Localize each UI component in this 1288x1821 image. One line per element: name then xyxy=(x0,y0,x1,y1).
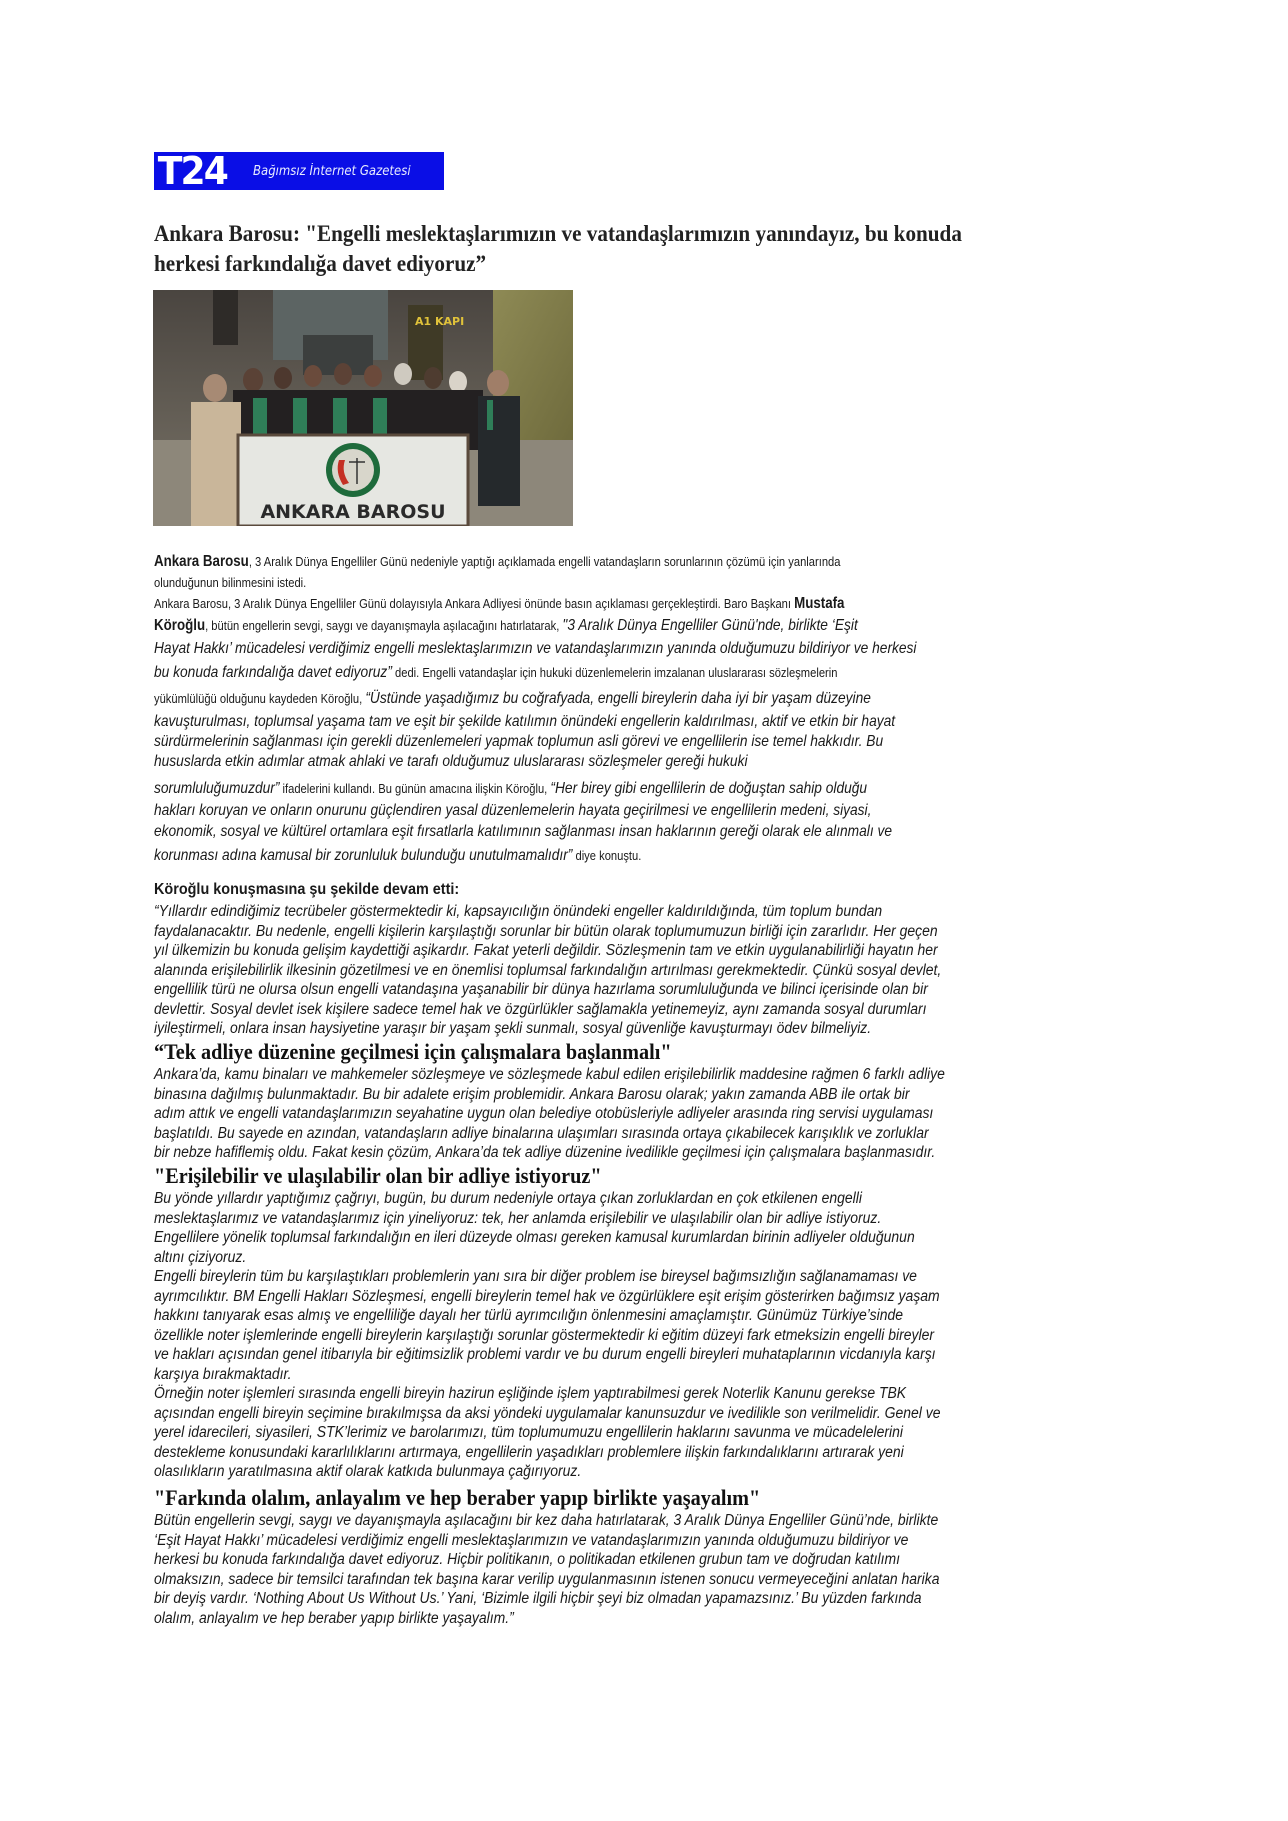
quote-line: alanında erişilebilirlik ilkesinin gözetilmesi ve en önemlisi toplumsal farkındalığın artırılması gerekmektedir. Çünkü sosyal devlet, xyxy=(154,961,942,979)
p2-line9c: “Her birey gibi engellilerin de doğuştan sahip olduğu xyxy=(550,780,868,797)
section-line: Örneğin noter işlemleri sırasında engelli bireyin hazirun eşliğinde işlem yaptırabilmesi gerek Noterlik Kanunu gerekse TBK xyxy=(154,1385,907,1402)
t24-logo[interactable] xyxy=(154,149,444,193)
p2-line2a: , bütün engellerin sevgi, saygı ve dayanışmayla aşılacağını hatırlatarak, xyxy=(205,618,563,633)
section-accessible-courthouse xyxy=(154,1163,1144,1189)
section-line: Bütün engellerin sevgi, saygı ve dayanışmayla aşılacağını bir kez daha hatırlatarak, 3 Aralık Dünya Engelliler Günü’nde, birlikte xyxy=(154,1512,939,1529)
section-heading: "Farkında olalım, anlayalım ve hep beraber yapıp birlikte yaşayalım" xyxy=(154,1485,761,1510)
quote-line: “Yıllardır edindiğimiz tecrübeler göstermektedir ki, kapsayıcılığın önündeki engeller kaldırıldığında, tüm toplum bundan xyxy=(154,903,883,920)
section-line: başlatıldı. Bu sayede en azından, vatandaşların adliye binalarına ulaşımları sırasında ortaya çıkabilecek karışıklık ve zorluklar xyxy=(154,1124,929,1142)
person-left xyxy=(191,402,241,526)
section-awareness-body xyxy=(154,1511,1144,1628)
p2-line9a: sorumluluğumuzdur” xyxy=(154,780,280,797)
person-right-head xyxy=(487,370,509,396)
quote-line: iyileştirmeli, onlara insan haysiyetine yaraşır bir yaşam şekli sunmalı, sosyal güvenliğe kavuşturmayı ödev bilmeliyiz. xyxy=(154,1020,872,1037)
p2-line11: ekonomik, sosyal ve kültürel ortamlara eşit fırsatlarla katılımının sağlanması insan haklarının gereği olarak ele alınmalı ve xyxy=(154,823,893,840)
section-heading: "Erişilebilir ve ulaşılabilir olan bir adliye istiyoruz" xyxy=(154,1163,602,1188)
section-line: Bu yönde yıllardır yaptığımız çağrıyı, bugün, bu durum nedeniyle ortaya çıkan zorluklardan en çok etkilenen engelli xyxy=(154,1190,862,1207)
sign-text: A1 KAPI xyxy=(415,315,465,328)
p2-line6: kavuşturulması, toplumsal yaşama tam ve eşit bir şekilde katılımın önündeki engellerin kaldırılması, aktif ve etkin bir hayat xyxy=(154,713,896,730)
section-line: karşıya bırakmaktadır. xyxy=(154,1365,292,1383)
photo-illustration xyxy=(153,290,573,526)
section-line: Ankara’da, kamu binaları ve mahkemeler sözleşmeye ve sözleşmede kabul edilen erişilebilirlik maddesine rağmen 6 farklı adliye xyxy=(154,1066,945,1083)
p2-line4a: bu konuda farkındalığa davet ediyoruz” xyxy=(154,664,392,681)
p2-line9b: ifadelerini kullandı. Bu günün amacına ilişkin Köroğlu, xyxy=(279,781,551,796)
p2-line1: Ankara Barosu, 3 Aralık Dünya Engelliler Günü dolayısıyla Ankara Adliyesi önünde basın açıklaması gerçekleştirdi. Baro Başkanı xyxy=(154,596,795,611)
quote-line: engellilik türü ne olursa olsun engelli vatandaşına yaşanabilir bir dünya hazırlama sorumluluğunda ve bilinci içerisinde olan bir xyxy=(154,981,928,998)
president-first-name: Mustafa xyxy=(794,595,845,612)
intro-paragraph-2 xyxy=(154,594,1144,866)
p2-line12a: korunması adına kamusal bir zorunluluk bulunduğu unutulmamalıdır” xyxy=(154,847,573,864)
article-photo xyxy=(153,290,573,526)
article-headline: Ankara Barosu: "Engelli meslektaşlarımızın ve vatandaşlarımızın yanındayız, bu konuda herkesi farkındalığa davet ediyoruz” xyxy=(154,221,962,276)
section-line: Engelli bireylerin tüm bu karşılaştıkları problemlerin yanı sıra bir diğer problem ise bireysel bağımsızlığın sağlanamaması ve xyxy=(154,1268,917,1285)
continuation-heading-text: Köroğlu konuşmasına şu şekilde devam etti: xyxy=(154,881,460,898)
p2-line3: Hayat Hakkı’ mücadelesi verdiğimiz engelli meslektaşlarımızın ve vatandaşlarımızın yanında olduğumuzu bildiriyor ve herkesi xyxy=(154,640,917,657)
quote-paragraph xyxy=(154,902,1144,1039)
section-line: ayrımcılıktır. BM Engelli Hakları Sözleşmesi, engelli bireylerin temel hak ve özgürlüklere eşit erişim gösterirken bağımsız yaşam xyxy=(154,1287,940,1305)
person-left-head xyxy=(203,374,227,402)
lead-text-2: olunduğunun bilinmesini istedi. xyxy=(154,575,307,590)
section-line: olasılıkların yaratılmasına aktif olarak katkıda bulunmaya çağırıyoruz. xyxy=(154,1463,582,1480)
section-line: açısından engelli bireyin seçimine bırakılmışsa da aksi yöndeki uygulamalar kanunsuzdur ve ivedilikle son verilmelidir. Genel ve xyxy=(154,1404,941,1422)
section-accessible-courthouse-body xyxy=(154,1189,1144,1482)
p2-line10: hakları koruyan ve onların onurunu güçlendiren yasal düzenlemelerin hayata geçirilmesi ve engellilerin medeni, siyasi, xyxy=(154,802,872,819)
continuation-heading xyxy=(154,881,1144,899)
section-line: meslektaşlarımız ve vatandaşlarımız için yineliyoruz: tek, her anlamda erişilebilir ve ulaşılabilir olan bir adliye istiyoruz. xyxy=(154,1209,882,1227)
p2-line12b: diye konuştu. xyxy=(572,848,642,863)
section-line: olalım, anlayalım ve hep beraber yapıp birlikte yaşayalım.” xyxy=(154,1609,514,1627)
section-line: altını çiziyoruz. xyxy=(154,1248,247,1266)
lead-bold: Ankara Barosu xyxy=(154,553,249,570)
p2-line5b: “Üstünde yaşadığımız bu coğrafyada, engelli bireylerin daha iyi bir yaşam düzeyine xyxy=(365,690,871,707)
section-line: olmaksızın, sadece bir temsilci tarafından tek başına karar verilip uygulanmasının istenen sonucu vermeyeceğini anlatan harika xyxy=(154,1570,940,1588)
p2-line5a: yükümlülüğü olduğunu kaydeden Köroğlu, xyxy=(154,691,366,706)
section-single-courthouse xyxy=(154,1039,1144,1065)
section-line: ve hakları açısından genel itibarıyla bir eğitimsizlik problemi vardır ve bu durum engelli bireyleri muhataplarının vicdanıyla karşı xyxy=(154,1346,936,1363)
person-right xyxy=(478,396,520,506)
p2-line8: hususlarda etkin adımlar atmak ahlaki ve tarafı olduğumuz uluslararası sözleşmeler gereği hukuki xyxy=(154,753,748,770)
quote-line: yıl ülkemizin bu konuda gelişim kaydettiği aşikardır. Fakat yeterli değildir. Sözleşmenin tam ve etkin uygulanabilirliği hayatın her xyxy=(154,942,938,959)
section-line: ‘Eşit Hayat Hakkı’ mücadelesi verdiğimiz engelli meslektaşlarımızın ve vatandaşlarımızın yanında olduğumuzu bildiriyor ve xyxy=(154,1531,909,1549)
section-line: hakkını tanıyarak esas almış ve engelliliğe dayalı her türlü ayrımcılığın önlenmesini amaçlamıştır. Günümüz Türkiye’sinde xyxy=(154,1307,903,1324)
lead-text: , 3 Aralık Dünya Engelliler Günü nedeniyle yaptığı açıklamada engelli vatandaşların sorunlarının çözümü için yanlarında xyxy=(248,554,841,569)
section-heading: “Tek adliye düzenine geçilmesi için çalışmalara başlanmalı" xyxy=(154,1039,672,1064)
p2-line2b: "3 Aralık Dünya Engelliler Günü'nde, birlikte ‘Eşit xyxy=(562,617,858,634)
logo-mark: T24 xyxy=(157,149,227,193)
banner-text: ANKARA BAROSU xyxy=(260,501,446,523)
section-single-courthouse-body xyxy=(154,1065,1144,1163)
section-line: binasına dağılmış bulunmaktadır. Bu bir adalete erişim problemidir. Ankara Barosu olarak; yakın zamanda ABB ile ortak bir xyxy=(154,1085,910,1103)
logo-tagline: Bağımsız İnternet Gazetesi xyxy=(252,163,411,179)
section-line: bir nebze hafiflemiş oldu. Fakat kesin çözüm, Ankara’da tek adliye düzenine ivedilikle geçilmesi için çalışmalara başlanmasıdır. xyxy=(154,1144,936,1161)
section-line: bir deyiş vardır. ‘Nothing About Us Without Us.’ Yani, ‘Bizimle ilgili hiçbir şeyi biz olmadan yapamazsınız.’ Bu yüzden farkında xyxy=(154,1590,922,1607)
intro-paragraph-1 xyxy=(154,551,1144,594)
section-line: Engellilere yönelik toplumsal farkındalığın en ileri düzeyde olması gereken kamusal kurumlardan birinin adliyeler olduğunun xyxy=(154,1229,915,1246)
section-line: adım attık ve engelli vatandaşlarımızın seyahatine uygun olan belediye otobüsleriyle adliyeler arasında ring servisi uygulaması xyxy=(154,1105,934,1122)
p2-line7: sürdürmelerinin sağlanması için gerekli düzenlemeleri yapmak toplumun asli görevi ve engellilerin ise temel hakkıdır. Bu xyxy=(154,733,884,750)
section-line: yerel idarecileri, siyasileri, STK’lerimiz ve barolarımızı, tüm toplumumuzu engellilerin haklarını savunma ve mücadelelerini xyxy=(154,1424,903,1441)
section-line: özellikle noter işlemlerinde engelli bireylerin karşılaştığı sorunlar göstermektedir ki eğitim düzeyi fark etmeksizin engelli bireyler xyxy=(154,1326,934,1344)
section-awareness xyxy=(154,1485,1144,1511)
president-last-name: Köroğlu xyxy=(154,617,206,634)
section-line: herkesi bu konuda farkındalığa davet ediyoruz. Hiçbir politikanın, o politikadan etkilenen grubun tam ve doğrudan katılımı xyxy=(154,1551,901,1568)
quote-line: devlettir. Sosyal devlet isek kişilere sadece temel hak ve özgürlükler sağlamakla yetinemeyiz, aynı zamanda sosyal durumları xyxy=(154,1000,927,1018)
p2-line4b: dedi. Engelli vatandaşlar için hukuki düzenlemelerin imzalanan uluslararası sözleşmelerin xyxy=(391,665,838,680)
section-line: destekleme konusundaki kararlılıklarını artırmaya, engellilerin yaşadıkları problemlere ilişkin farkındalıklarını artırarak yeni xyxy=(154,1443,904,1461)
quote-line: faydalanacaktır. Bu nedenle, engelli kişilerin karşılaştığı sorunlar bir bütün olarak toplumumuzun birliği için zararlıdır. Her geçen xyxy=(154,922,938,940)
